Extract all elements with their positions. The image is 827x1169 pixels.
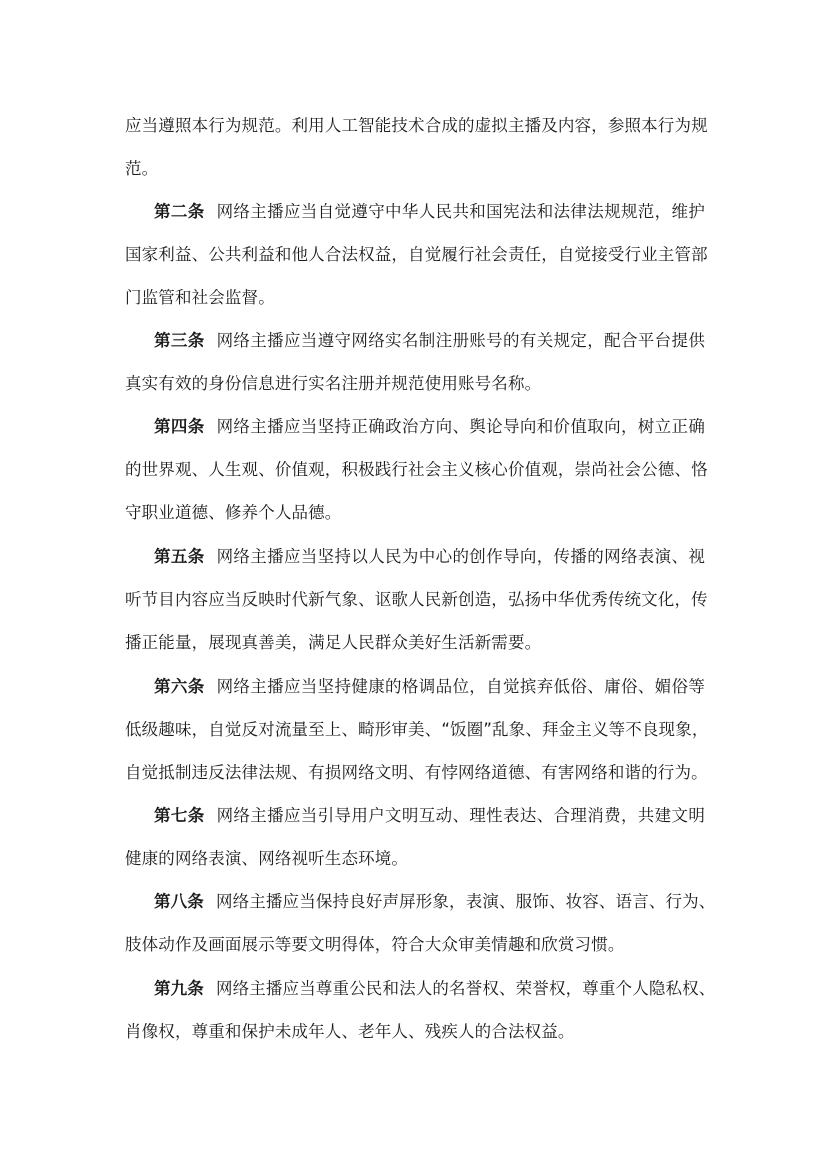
article-4-line-1 [154,415,705,439]
article-7-label: 第七条 [154,806,205,825]
article-5-line-2: 听节目内容应当反映时代新气象、讴歌人民新创造，弘扬中华优秀传统文化，传 [125,590,708,609]
article-6-text-1: 网络主播应当坚持健康的格调品位，自觉摈弃低俗、庸俗、媚俗等 [216,677,706,696]
article-4-label: 第四条 [154,417,205,436]
article-3-text-1: 网络主播应当遵守网络实名制注册账号的有关规定，配合平台提供 [216,331,706,350]
article-5-line-3: 播正能量，展现真善美，满足人民群众美好生活新需要。 [125,633,542,652]
article-6-line-1 [154,675,705,699]
article-7-line-2: 健康的网络表演、网络视听生态环境。 [125,849,409,868]
article-2-line-1 [154,200,705,224]
article-8-text-1: 网络主播应当保持良好声屏形象，表演、服饰、妆容、语言、行为、 [215,892,716,911]
article-5-label: 第五条 [154,547,205,566]
article-4-line-2: 的世界观、人生观、价值观，积极践行社会主义核心价值观，崇尚社会公德、恪 [125,460,708,479]
article-4-line-3: 守职业道德、修养个人品德。 [125,503,342,522]
article-7-line-1 [154,804,705,828]
article-3-line-1 [154,329,705,353]
article-4-text-1: 网络主播应当坚持正确政治方向、舆论导向和价值取向，树立正确 [216,417,706,436]
article-8-line-1 [154,890,716,914]
article-7-text-1: 网络主播应当引导用户文明互动、理性表达、合理消费，共建文明 [216,806,706,825]
article-5-text-1: 网络主播应当坚持以人民为中心的创作导向，传播的网络表演、视 [216,547,706,566]
article-3-line-2: 真实有效的身份信息进行实名注册并规范使用账号名称。 [125,374,542,393]
article-9-text-1: 网络主播应当尊重公民和法人的名誉权、荣誉权，尊重个人隐私权、 [215,979,716,998]
article-9-line-1 [154,977,716,1001]
intro-line-2: 范。 [125,159,159,178]
article-2-line-2: 国家利益、公共利益和他人合法权益，自觉履行社会责任，自觉接受行业主管部 [125,245,708,264]
article-2-text-1: 网络主播应当自觉遵守中华人民共和国宪法和法律法规规范，维护 [216,202,706,221]
article-8-line-2: 肢体动作及画面展示等要文明得体，符合大众审美情趣和欣赏习惯。 [125,935,625,954]
article-6-label: 第六条 [154,677,205,696]
article-5-line-1 [154,545,705,569]
article-2-label: 第二条 [154,202,205,221]
article-3-label: 第三条 [154,331,205,350]
article-8-label: 第八条 [154,892,204,911]
article-9-label: 第九条 [154,979,204,998]
article-6-line-3: 自觉抵制违反法律法规、有损网络文明、有悖网络道德、有害网络和谐的行为。 [125,763,708,782]
article-9-line-2: 肖像权，尊重和保护未成年人、老年人、残疾人的合法权益。 [125,1022,575,1041]
article-6-line-2: 低级趣味，自觉反对流量至上、畸形审美、“饭圈”乱象、拜金主义等不良现象， [125,720,709,739]
intro-line-1: 应当遵照本行为规范。利用人工智能技术合成的虚拟主播及内容，参照本行为规 [125,116,708,135]
article-2-line-3: 门监管和社会监督。 [125,288,275,307]
